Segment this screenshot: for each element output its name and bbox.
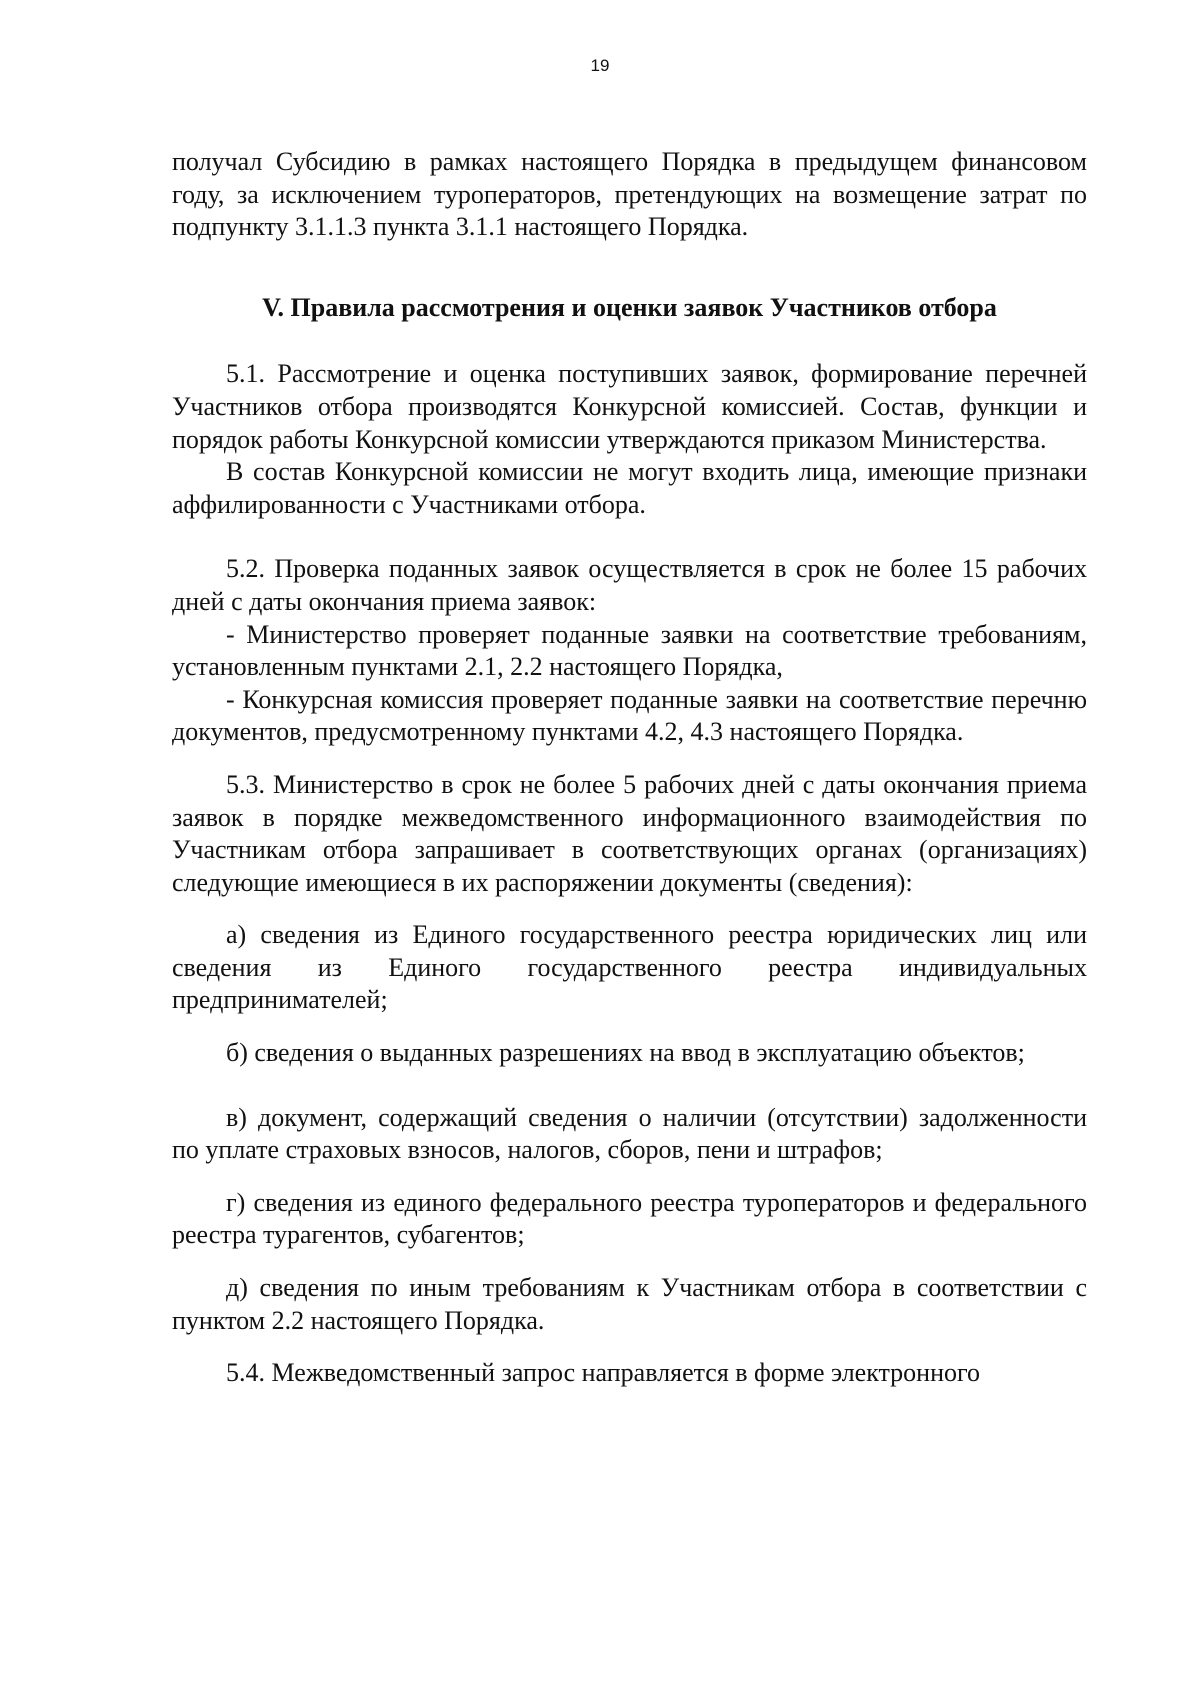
paragraph-5-3: 5.3. Министерство в срок не более 5 рабочих дней с даты окончания приема заявок в порядке межведомственного информационного взаимодействия по Участникам отбора запрашивает в соответствующих органах (организациях) следующие имеющиеся в их распоряжении документы (сведения): (172, 769, 1087, 897)
list-item-g: г) сведения из единого федерального реестра туроператоров и федерального реестра турагентов, субагентов; (172, 1187, 1087, 1250)
list-item-b: б) сведения о выданных разрешениях на ввод в эксплуатацию объектов; (226, 1038, 1025, 1068)
paragraph-5-2: 5.2. Проверка поданных заявок осуществляется в срок не более 15 рабочих дней с даты окончания приема заявок: (172, 554, 1087, 616)
document-body (172, 146, 1087, 1390)
section-heading: V. Правила рассмотрения и оценки заявок Участников отбора (262, 292, 997, 322)
list-item-d: д) сведения по иным требованиям к Участникам отбора в соответствии с пунктом 2.2 настоящего Порядка. (172, 1273, 1087, 1335)
paragraph-5-1: 5.1. Рассмотрение и оценка поступивших заявок, формирование перечней Участников отбора производятся Конкурсной комиссией. Состав, функции и порядок работы Конкурсной комиссии утверждаются приказом Министерства. (172, 359, 1087, 454)
page-number: 19 (590, 56, 610, 75)
paragraph-5-4: 5.4. Межведомственный запрос направляется в форме электронного (226, 1358, 981, 1388)
paragraph-5-2-commission: - Конкурсная комиссия проверяет поданные заявки на соответствие перечню документов, предусмотренному пунктами 4.2, 4.3 настоящего Порядка. (172, 684, 1087, 747)
paragraph-5-2-ministry: - Министерство проверяет поданные заявки на соответствие требованиям, установленным пунктами 2.1, 2.2 настоящего Порядка, (172, 619, 1087, 682)
intro-paragraph: получал Субсидию в рамках настоящего Порядка в предыдущем финансовом году, за исключением туроператоров, претендующих на возмещение затрат по подпункту 3.1.1.3 пункта 3.1.1 настоящего Порядка. (172, 147, 1087, 242)
list-item-a: а) сведения из Единого государственного реестра юридических лиц или сведения из Единого государственного реестра индивидуальных предпринимателей; (172, 920, 1087, 1015)
paragraph-5-1-commission: В состав Конкурсной комиссии не могут входить лица, имеющие признаки аффилированности с Участниками отбора. (172, 457, 1087, 519)
list-item-v: в) документ, содержащий сведения о наличии (отсутствии) задолженности по уплате страховых взносов, налогов, сборов, пени и штрафов; (172, 1102, 1087, 1165)
